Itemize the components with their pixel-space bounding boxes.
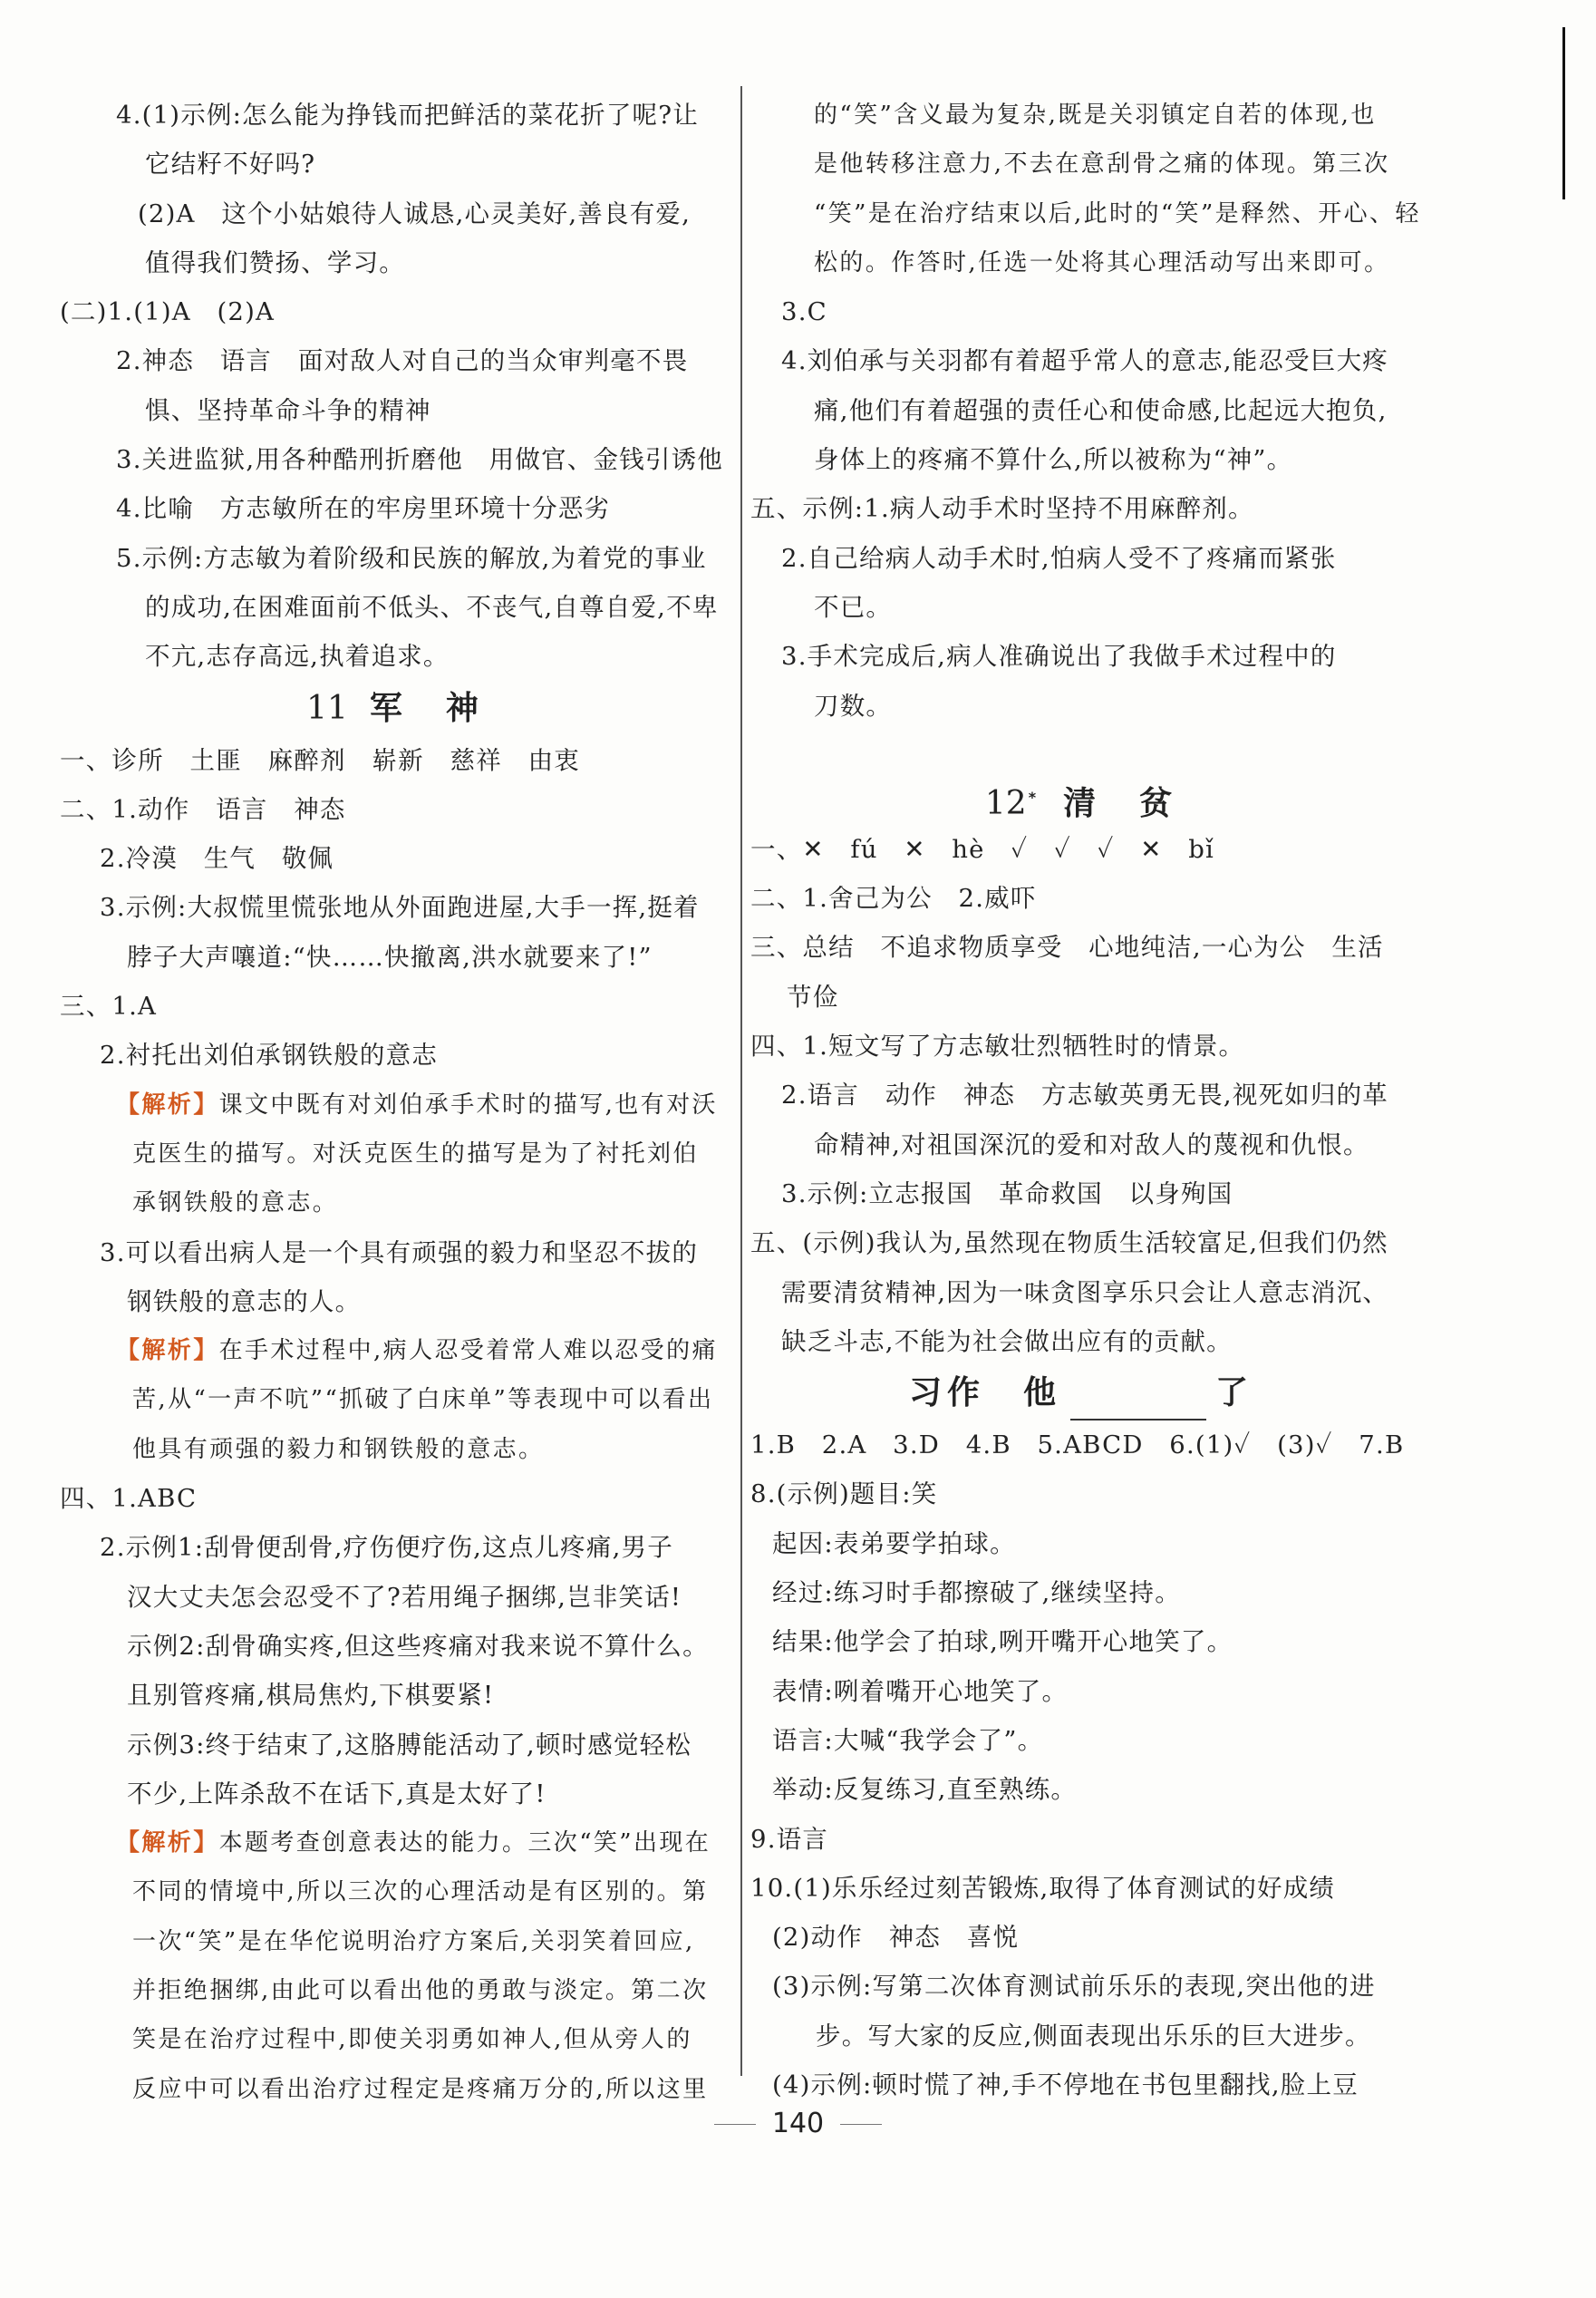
page-edge-mark bbox=[1562, 27, 1565, 199]
answer-line: 2.神态 语言 面对敌人对自己的当众审判毫不畏 bbox=[116, 346, 689, 376]
spacer bbox=[750, 731, 1412, 771]
writing-title bbox=[750, 1366, 1412, 1420]
answer-line: 一、诊所 土匪 麻醉剂 崭新 慈祥 由衷 bbox=[60, 745, 580, 775]
answer-line: 2.衬托出刘伯承钢铁般的意志 bbox=[100, 1041, 439, 1071]
lesson-title-12 bbox=[750, 771, 1412, 825]
answer-line: 脖子大声嚷道:“快……快撤离,洪水就要来了!” bbox=[127, 942, 653, 972]
analysis-text: 本题考查创意表达的能力。三次“笑”出现在 bbox=[218, 1829, 711, 1857]
answer-line: 三、1.A bbox=[60, 992, 158, 1022]
analysis-text: 在手术过程中,病人忍受着常人难以忍受的痛 bbox=[218, 1337, 718, 1365]
right-column bbox=[750, 91, 1421, 2109]
answer-line: (3)示例:写第二次体育测试前乐乐的表现,突出他的进 bbox=[772, 1972, 1376, 2002]
answer-line: 值得我们赞扬、学习。 bbox=[145, 247, 405, 277]
answer-line: 惧、坚持革命斗争的精神 bbox=[145, 395, 431, 425]
answer-line: 且别管疼痛,棋局焦灼,下棋要紧! bbox=[127, 1681, 495, 1711]
answer-line: 3.关进监狱,用各种酷刑折磨他 用做官、金钱引诱他 bbox=[116, 445, 723, 475]
answer-line: 3.可以看出病人是一个具有顽强的毅力和坚忍不拔的 bbox=[100, 1237, 699, 1267]
title-blank bbox=[1070, 1391, 1206, 1420]
answer-line: 钢铁般的意志的人。 bbox=[127, 1286, 362, 1316]
answer-line: 3.C bbox=[781, 297, 827, 327]
answer-line: 步。写大家的反应,侧面表现出乐乐的巨大进步。 bbox=[816, 2021, 1371, 2051]
answer-line: 语言:大喊“我学会了”。 bbox=[772, 1725, 1044, 1755]
answer-line: 五、示例:1.病人动手术时坚持不用麻醉剂。 bbox=[750, 494, 1254, 524]
optional-mark: * bbox=[1028, 788, 1042, 806]
answer-line: 2.语言 动作 神态 方志敏英勇无畏,视死如归的革 bbox=[781, 1081, 1388, 1110]
lesson-name: 清 贫 bbox=[1063, 784, 1178, 822]
answer-line: 9.语言 bbox=[750, 1824, 829, 1854]
answer-line: 命精神,对祖国深沉的爱和对敌人的蔑视和仇恨。 bbox=[814, 1130, 1369, 1159]
answer-line: 身体上的疼痛不算什么,所以被称为“神”。 bbox=[814, 445, 1293, 475]
answer-line: 示例3:终于结束了,这胳膊能活动了,顿时感觉轻松 bbox=[127, 1730, 692, 1760]
analysis-note bbox=[60, 1326, 730, 1375]
lesson-number: 11 bbox=[306, 689, 348, 727]
lesson-title-11 bbox=[60, 682, 730, 736]
answer-line: 缺乏斗志,不能为社会做出应有的贡献。 bbox=[781, 1326, 1233, 1356]
answer-line: (4)示例:顿时慌了神,手不停地在书包里翻找,脸上豆 bbox=[772, 2070, 1359, 2099]
answer-line: 二、1.动作 语言 神态 bbox=[60, 794, 346, 824]
answer-line: 表情:咧着嘴开心地笑了。 bbox=[772, 1676, 1069, 1706]
answer-line: 经过:练习时手都擦破了,继续坚持。 bbox=[772, 1578, 1181, 1608]
answer-line: 2.自己给病人动手术时,怕病人受不了疼痛而紧张 bbox=[781, 543, 1337, 573]
answer-line: 3.手术完成后,病人准确说出了我做手术过程中的 bbox=[781, 642, 1337, 672]
answer-line: 节俭 bbox=[787, 982, 839, 1012]
lesson-name: 军 神 bbox=[369, 689, 484, 727]
answer-line: 痛,他们有着超强的责任心和使命感,比起远大抱负, bbox=[814, 395, 1388, 425]
answer-line: 四、1.ABC bbox=[60, 1484, 198, 1514]
answer-line: 3.示例:大叔慌里慌张地从外面跑进屋,大手一挥,挺着 bbox=[100, 893, 700, 923]
page-number-dash bbox=[714, 2124, 756, 2126]
answer-line: 3.示例:立志报国 革命救国 以身殉国 bbox=[781, 1178, 1233, 1208]
answer-line: 起因:表弟要学拍球。 bbox=[772, 1528, 1016, 1558]
analysis-line: 承钢铁般的意志。 bbox=[132, 1189, 339, 1217]
answer-line: 5.示例:方志敏为着阶级和民族的解放,为着党的事业 bbox=[116, 543, 707, 573]
answer-line: (二)1.(1)A (2)A bbox=[60, 297, 276, 327]
answer-line: 示例2:刮骨确实疼,但这些疼痛对我来说不算什么。 bbox=[127, 1631, 709, 1661]
answer-line: (2)A 这个小姑娘待人诚恳,心灵美好,善良有爱, bbox=[138, 199, 692, 228]
analysis-tag: 【解析】 bbox=[116, 1337, 219, 1365]
answer-line: 三、总结 不追求物质享受 心地纯洁,一心为公 生活 bbox=[750, 933, 1384, 963]
analysis-line: 他具有顽强的毅力和钢铁般的意志。 bbox=[132, 1435, 545, 1463]
analysis-tag: 【解析】 bbox=[116, 1829, 219, 1857]
answer-line: 刀数。 bbox=[814, 691, 893, 721]
answer-line: 二、1.舍己为公 2.威吓 bbox=[750, 884, 1037, 914]
answer-line: 4.刘伯承与关羽都有着超乎常人的意志,能忍受巨大疼 bbox=[781, 346, 1388, 376]
page-number-text: 140 bbox=[771, 2108, 825, 2139]
answer-line: 结果:他学会了拍球,咧开嘴开心地笑了。 bbox=[772, 1627, 1233, 1657]
column-divider bbox=[740, 86, 742, 2076]
answer-line: 4.比喻 方志敏所在的牢房里环境十分恶劣 bbox=[116, 494, 611, 524]
answer-line: 举动:反复练习,直至熟练。 bbox=[772, 1775, 1078, 1805]
writing-title-start: 习作 他 bbox=[908, 1374, 1061, 1412]
analysis-line: 反应中可以看出治疗过程定是疼痛万分的,所以这里 bbox=[132, 2075, 709, 2103]
answer-line: 一、✕ fú ✕ hè ✓ ✓ ✓ ✕ bǐ bbox=[750, 834, 1215, 864]
analysis-line: 的“笑”含义最为复杂,既是关羽镇定自若的体现,也 bbox=[814, 102, 1377, 129]
answer-line: (2)动作 神态 喜悦 bbox=[772, 1923, 1020, 1953]
answer-line: 汉大丈夫怎会忍受不了?若用绳子捆绑,岂非笑话! bbox=[127, 1582, 682, 1612]
analysis-line: 一次“笑”是在华佗说明治疗方案后,关羽笑着回应, bbox=[132, 1927, 695, 1955]
answer-line: 的成功,在困难面前不低头、不丧气,自尊自爱,不卑 bbox=[145, 592, 719, 622]
answer-line: 1.B 2.A 3.D 4.B 5.ABCD 6.(1)✓ (3)✓ 7.B bbox=[750, 1430, 1405, 1460]
answer-line: 2.冷漠 生气 敬佩 bbox=[100, 844, 334, 874]
analysis-text: 课文中既有对刘伯承手术时的描写,也有对沃 bbox=[218, 1091, 718, 1119]
answer-line: 它结籽不好吗? bbox=[145, 150, 316, 179]
analysis-line: 是他转移注意力,不去在意刮骨之痛的体现。第三次 bbox=[814, 150, 1390, 179]
answer-line: 需要清贫精神,因为一味贪图享乐只会让人意志消沉、 bbox=[781, 1277, 1389, 1307]
analysis-tag: 【解析】 bbox=[116, 1091, 219, 1119]
answer-line: 四、1.短文写了方志敏壮烈牺牲时的情景。 bbox=[750, 1032, 1245, 1062]
analysis-line: 不同的情境中,所以三次的心理活动是有区别的。第 bbox=[132, 1878, 709, 1906]
answer-line: 不亢,志存高远,执着追求。 bbox=[145, 642, 450, 672]
answer-line: 2.示例1:刮骨便刮骨,疗伤便疗伤,这点儿疼痛,男子 bbox=[100, 1533, 673, 1563]
analysis-note bbox=[60, 1818, 730, 1867]
page-number-dash bbox=[840, 2124, 882, 2126]
answer-line: 五、(示例)我认为,虽然现在物质生活较富足,但我们仍然 bbox=[750, 1228, 1388, 1258]
left-column bbox=[60, 91, 730, 2114]
answer-line: 不已。 bbox=[814, 592, 893, 622]
analysis-line: 松的。作答时,任选一处将其心理活动写出来即可。 bbox=[814, 248, 1390, 276]
answer-line: 8.(示例)题目:笑 bbox=[750, 1479, 938, 1509]
answer-line: 10.(1)乐乐经过刻苦锻炼,取得了体育测试的好成绩 bbox=[750, 1873, 1336, 1903]
lesson-number: 12 bbox=[984, 784, 1027, 822]
analysis-line: 并拒绝捆绑,由此可以看出他的勇敢与淡定。第二次 bbox=[132, 1976, 709, 2004]
page-number bbox=[0, 2108, 1596, 2139]
answer-line: 不少,上阵杀敌不在话下,真是太好了! bbox=[127, 1779, 547, 1808]
analysis-line: 苦,从“一声不吭”“抓破了白床单”等表现中可以看出 bbox=[132, 1386, 714, 1414]
analysis-note bbox=[60, 1081, 730, 1130]
analysis-line: 克医生的描写。对沃克医生的描写是为了衬托刘伯 bbox=[132, 1139, 699, 1168]
answer-line: 4.(1)示例:怎么能为挣钱而把鲜活的菜花折了呢?让 bbox=[116, 101, 699, 130]
analysis-line: “笑”是在治疗结束以后,此时的“笑”是释然、开心、轻 bbox=[814, 199, 1421, 228]
analysis-line: 笑是在治疗过程中,即使关羽勇如神人,但从旁人的 bbox=[132, 2026, 692, 2054]
writing-title-end: 了 bbox=[1215, 1374, 1254, 1412]
